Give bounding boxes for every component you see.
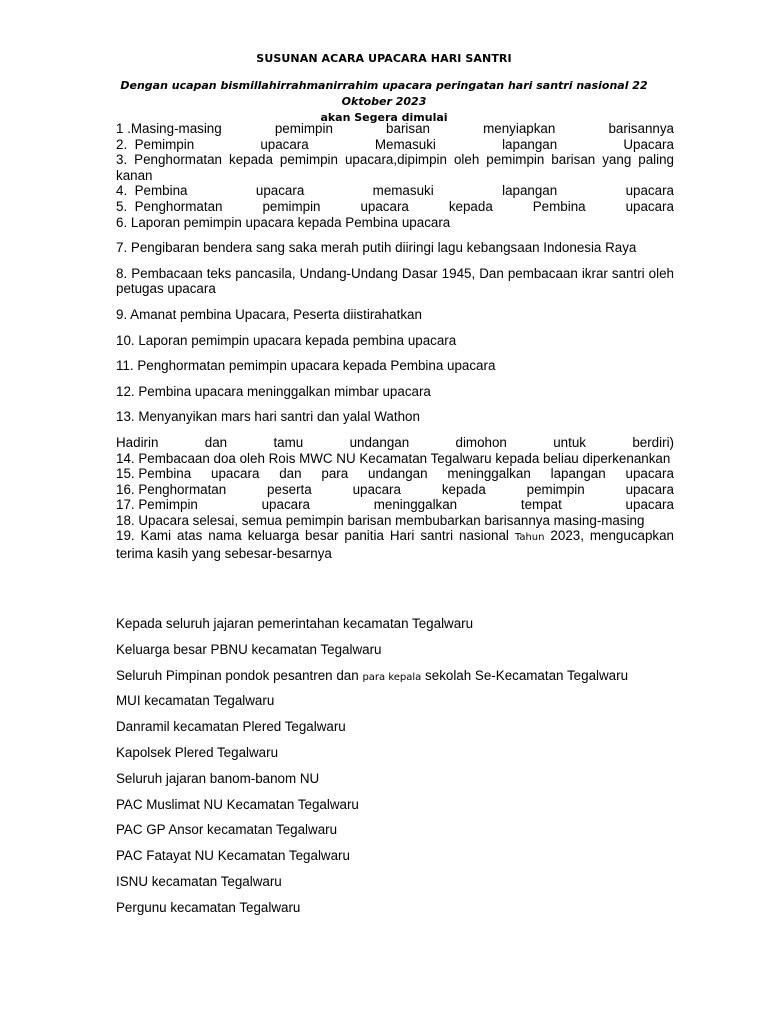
agenda-item-12: 12. Pembina upacara meninggalkan mimbar upacara [116,383,431,399]
thanks-item [116,667,716,693]
hadirin-word: dan [204,434,228,450]
thanks-item: Kepada seluruh jajaran pemerintahan kecamatan Tegalwaru [116,616,474,631]
item-17-word: 17. Pemimpin [116,497,198,513]
thanks-text: Seluruh Pimpinan pondok pesantren dan [116,667,359,683]
item-17-word: meninggalkan [373,497,458,513]
item-5-word: pemimpin [262,198,321,214]
item-5-word: upacara [360,198,409,214]
item-2-word: lapangan [502,136,558,152]
thanks-item: PAC Muslimat NU Kecamatan Tegalwaru [116,796,359,812]
agenda-item-13: 13. Menyanyikan mars hari santri dan yalal Wathon [116,409,420,425]
hadirin-word: untuk [553,434,586,450]
subtitle-line-2: akan Segera dimulai [320,111,448,124]
hadirin-word: undangan [349,434,410,450]
agenda-item-19 [116,528,674,561]
hadirin-word: Hadirin [116,434,159,450]
item-15-word: upacara [211,466,260,482]
item-5-word: Pembina [532,198,586,214]
item-2-number: 2. [116,136,128,152]
thanks-item: Danramil kecamatan Plered Tegalwaru [116,719,346,735]
item-17-word: upacara [261,497,311,513]
item-15-word: meninggalkan [447,466,531,482]
item-5-word: Penghormatan [134,198,223,214]
agenda-list [116,121,674,562]
item-17-word: tempat [520,497,562,513]
item-16-word: kepada [441,481,486,497]
item-5-word: kepada [448,198,493,214]
subtitle-line-1: Dengan ucapan bismillahirrahmanirrahim upacara peringatan hari santri nasional 22 Oktober 2023 [120,79,648,108]
item-4-number: 4. [116,183,128,199]
agenda-item-14: 14. Pembacaan doa oleh Rois MWC NU Kecamatan Tegalwaru kepada beliau diperkenankan [116,450,671,466]
thanks-item: Kapolsek Plered Tegalwaru [116,744,279,760]
item-15-word: lapangan [550,466,606,482]
item-15-word: dan [279,466,302,482]
item-5-word: upacara [625,198,674,214]
item-1-word: menyiapkan [483,121,556,136]
agenda-item-3: 3. Penghormatan kepada pemimpin upacara,dipimpin oleh pemimpin barisan yang paling kanan [116,152,674,183]
agenda-item-2 [116,137,674,153]
item-5-number: 5. [116,198,128,214]
item-4-word: upacara [255,183,305,199]
thanks-text: sekolah Se-Kecamatan Tegalwaru [425,667,629,683]
item-16-word: upacara [625,481,674,497]
agenda-item-5 [116,199,674,215]
thanks-item: PAC GP Ansor kecamatan Tegalwaru [116,822,338,838]
item-2-word: Upacara [623,136,674,152]
item-16-word: peserta [267,481,312,497]
thanks-list [116,615,716,925]
item-4-word: Pembina [134,183,188,199]
item-16-word: 16. Penghormatan [116,481,227,497]
thanks-item: PAC Fatayat NU Kecamatan Tegalwaru [116,848,350,864]
item-19-year-word: Tahun [514,532,545,544]
agenda-item-9: 9. Amanat pembina Upacara, Peserta diistirahatkan [116,306,422,322]
agenda-item-11: 11. Penghormatan pemimpin upacara kepada Pembina upacara [116,358,496,374]
thanks-item: MUI kecamatan Tegalwaru [116,693,275,709]
item-19-text: 2023, mengucapkan terima kasih yang sebesar-besarnya [116,528,674,562]
hadirin-word: tamu [273,434,304,450]
hadirin-line [116,435,674,451]
hadirin-word: dimohon [455,434,507,450]
document-title: SUSUNAN ACARA UPACARA HARI SANTRI [256,52,512,65]
agenda-item-10: 10. Laporan pemimpin upacara kepada pembina upacara [116,332,457,348]
agenda-item-4 [116,183,674,199]
item-19-text: 19. Kami atas nama keluarga besar panitia Hari santri nasional [116,528,509,544]
item-4-word: lapangan [502,183,558,199]
thanks-item: Seluruh jajaran banom-banom NU [116,770,320,786]
item-2-word: Memasuki [374,136,436,152]
thanks-item: Pergunu kecamatan Tegalwaru [116,899,301,915]
agenda-item-8: 8. Pembacaan teks pancasila, Undang-Undang Dasar 1945, Dan pembacaan ikrar santri oleh petugas upacara [116,265,674,297]
agenda-item-18: 18. Upacara selesai, semua pemimpin barisan membubarkan barisannya masing-masing [116,512,645,528]
item-2-word: upacara [260,136,309,152]
agenda-item-15 [116,466,674,482]
item-1-word: barisan [386,121,430,136]
agenda-item-6: 6. Laporan pemimpin upacara kepada Pembina upacara [116,214,451,230]
agenda-item-17 [116,497,674,513]
item-1-number: 1 [116,121,124,136]
hadirin-word: berdiri) [632,434,674,450]
item-1-word: .Masing-masing [127,121,222,136]
item-16-word: pemimpin [526,481,585,497]
item-15-word: 15. Pembina [116,466,192,482]
item-16-word: upacara [352,481,401,497]
agenda-item-7: 7. Pengibaran bendera sang saka merah putih diiringi lagu kebangsaan Indonesia Raya [116,240,637,256]
agenda-item-16 [116,482,674,498]
item-4-word: upacara [625,183,674,199]
item-15-word: upacara [625,466,674,482]
thanks-text-small: para kepala [362,671,422,683]
item-17-word: upacara [625,497,674,513]
item-2-word: Pemimpin [134,136,195,152]
item-1-word: barisannya [608,121,674,136]
thanks-item: Keluarga besar PBNU kecamatan Tegalwaru [116,641,382,657]
item-15-word: para [321,466,349,482]
item-15-word: undangan [368,466,428,482]
item-4-word: memasuki [372,183,434,199]
thanks-item: ISNU kecamatan Tegalwaru [116,873,282,889]
agenda-item-1 [116,121,674,137]
item-1-word: pemimpin [274,121,333,136]
document-subtitle [100,78,668,126]
